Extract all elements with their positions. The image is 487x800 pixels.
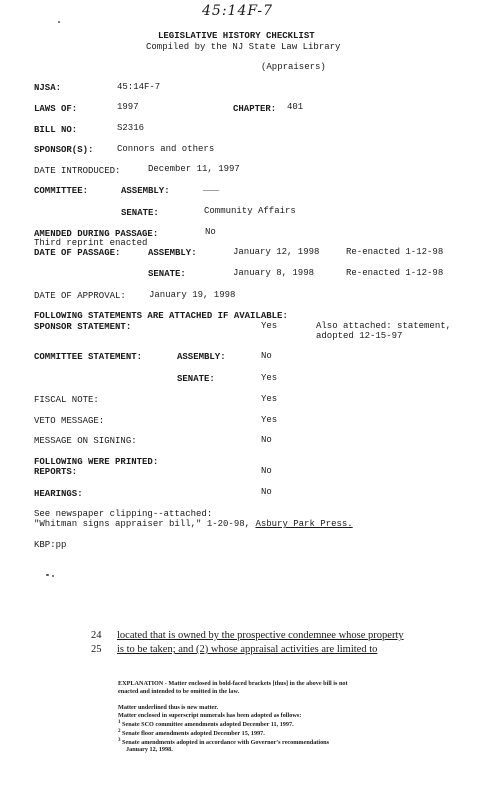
footnote-2 xyxy=(118,729,265,737)
scan-speck xyxy=(52,575,54,577)
checklist-title: LEGISLATIVE HISTORY CHECKLIST xyxy=(158,31,315,41)
introduced-value: December 11, 1997 xyxy=(148,164,240,174)
committee-senate-value: Community Affairs xyxy=(204,206,296,216)
sponsor-statement-label: SPONSOR STATEMENT: xyxy=(34,322,132,332)
veto-message-label: VETO MESSAGE: xyxy=(34,416,105,426)
signing-message-label: MESSAGE ON SIGNING: xyxy=(34,436,137,446)
clipping-quote: "Whitman signs appraiser bill," 1-20-98, xyxy=(34,519,251,529)
chapter-value: 401 xyxy=(287,102,304,112)
attached-heading: FOLLOWING STATEMENTS ARE ATTACHED IF AVAILABLE: xyxy=(34,311,288,321)
introduced-label: DATE INTRODUCED: xyxy=(34,166,121,176)
njsa-value: 45:14F-7 xyxy=(117,82,161,92)
amended-label: AMENDED DURING PASSAGE: xyxy=(34,229,159,239)
committee-assembly-label: ASSEMBLY: xyxy=(121,186,170,196)
hearings-value: No xyxy=(261,487,272,497)
bill-line-25-number: 25 xyxy=(91,644,102,655)
committee-statement-assembly-label: ASSEMBLY: xyxy=(177,352,226,362)
reprint-note: Third reprint enacted xyxy=(34,238,148,248)
approval-value: January 19, 1998 xyxy=(149,290,236,300)
veto-message-value: Yes xyxy=(261,415,278,425)
sponsor-statement-note-2: adopted 12-15-97 xyxy=(316,331,403,341)
footnote-1 xyxy=(118,720,294,728)
sponsor-statement-value: Yes xyxy=(261,321,278,331)
underline-note: Matter underlined thus is new matter. xyxy=(118,704,219,711)
njsa-label: NJSA: xyxy=(34,83,62,93)
superscript-note: Matter enclosed in superscript numerals has been adopted as follows: xyxy=(118,712,302,719)
footnote-3-continuation: January 12, 1998. xyxy=(126,746,173,753)
reports-label: REPORTS: xyxy=(34,467,78,477)
committee-statement-label: COMMITTEE STATEMENT: xyxy=(34,352,143,362)
passage-senate-label: SENATE: xyxy=(148,269,186,279)
committee-statement-senate-label: SENATE: xyxy=(177,374,215,384)
footnote-1-marker: 1 xyxy=(118,720,121,725)
footnote-1-text: Senate SCO committee amendments adopted December 11, 1997. xyxy=(122,721,294,729)
reports-value: No xyxy=(261,466,272,476)
passage-senate-date: January 8, 1998 xyxy=(233,268,315,278)
scan-speck xyxy=(46,574,49,576)
committee-senate-label: SENATE: xyxy=(121,208,159,218)
committee-label: COMMITTEE: xyxy=(34,186,89,196)
committee-statement-assembly-value: No xyxy=(261,351,272,361)
explanation-line-1: EXPLANATION - Matter enclosed in bold-faced brackets [thus] in the above bill is not xyxy=(118,680,348,687)
laws-value: 1997 xyxy=(117,102,139,112)
passage-senate-note: Re-enacted 1-12-98 xyxy=(346,268,444,278)
sponsor-value: Connors and others xyxy=(117,144,215,154)
bill-line-24-text: located that is owned by the prospective condemnee whose property xyxy=(117,630,404,641)
approval-label: DATE OF APPROVAL: xyxy=(34,291,126,301)
chapter-label: CHAPTER: xyxy=(233,104,277,114)
bill-label: BILL NO: xyxy=(34,125,78,135)
printed-heading: FOLLOWING WERE PRINTED: xyxy=(34,457,159,467)
passage-assembly-label: ASSEMBLY: xyxy=(148,248,197,258)
footnote-2-marker: 2 xyxy=(118,729,121,734)
clipping-quote-row xyxy=(34,519,353,529)
checklist-subtitle: Compiled by the NJ State Law Library xyxy=(146,42,341,52)
footnote-2-text: Senate floor amendments adopted December 15, 1997. xyxy=(122,730,265,738)
committee-statement-senate-value: Yes xyxy=(261,373,278,383)
passage-assembly-date: January 12, 1998 xyxy=(233,247,320,257)
checklist-subject: (Appraisers) xyxy=(261,62,326,72)
laws-label: LAWS OF: xyxy=(34,104,78,114)
passage-assembly-note: Re-enacted 1-12-98 xyxy=(346,247,444,257)
bill-line-24-number: 24 xyxy=(91,630,102,641)
signing-message-value: No xyxy=(261,435,272,445)
amended-value: No xyxy=(205,227,216,237)
fiscal-note-label: FISCAL NOTE: xyxy=(34,395,99,405)
bill-line-25-text: is to be taken; and (2) whose appraisal activities are limited to xyxy=(117,644,378,655)
sponsor-statement-note-1: Also attached: statement, xyxy=(316,321,452,331)
fiscal-note-value: Yes xyxy=(261,394,278,404)
footnote-3-marker: 3 xyxy=(118,738,121,743)
initials: KBP:pp xyxy=(34,540,67,550)
sponsor-label: SPONSOR(S): xyxy=(34,145,94,155)
footnote-3 xyxy=(118,738,329,746)
footnote-3-text: Senate amendments adopted in accordance with Governor's recommendations xyxy=(122,739,330,747)
clipping-source: Asbury Park Press. xyxy=(255,519,353,529)
hearings-label: HEARINGS: xyxy=(34,489,83,499)
explanation-line-2: enacted and intended to be omitted in the law. xyxy=(118,688,240,695)
bill-value: S2316 xyxy=(117,123,145,133)
scan-speck xyxy=(58,21,60,23)
handwritten-reference: 45:14F-7 xyxy=(202,3,274,19)
committee-assembly-value: ___ xyxy=(203,183,220,193)
clipping-line: See newspaper clipping--attached: xyxy=(34,509,213,519)
passage-label: DATE OF PASSAGE: xyxy=(34,248,121,258)
